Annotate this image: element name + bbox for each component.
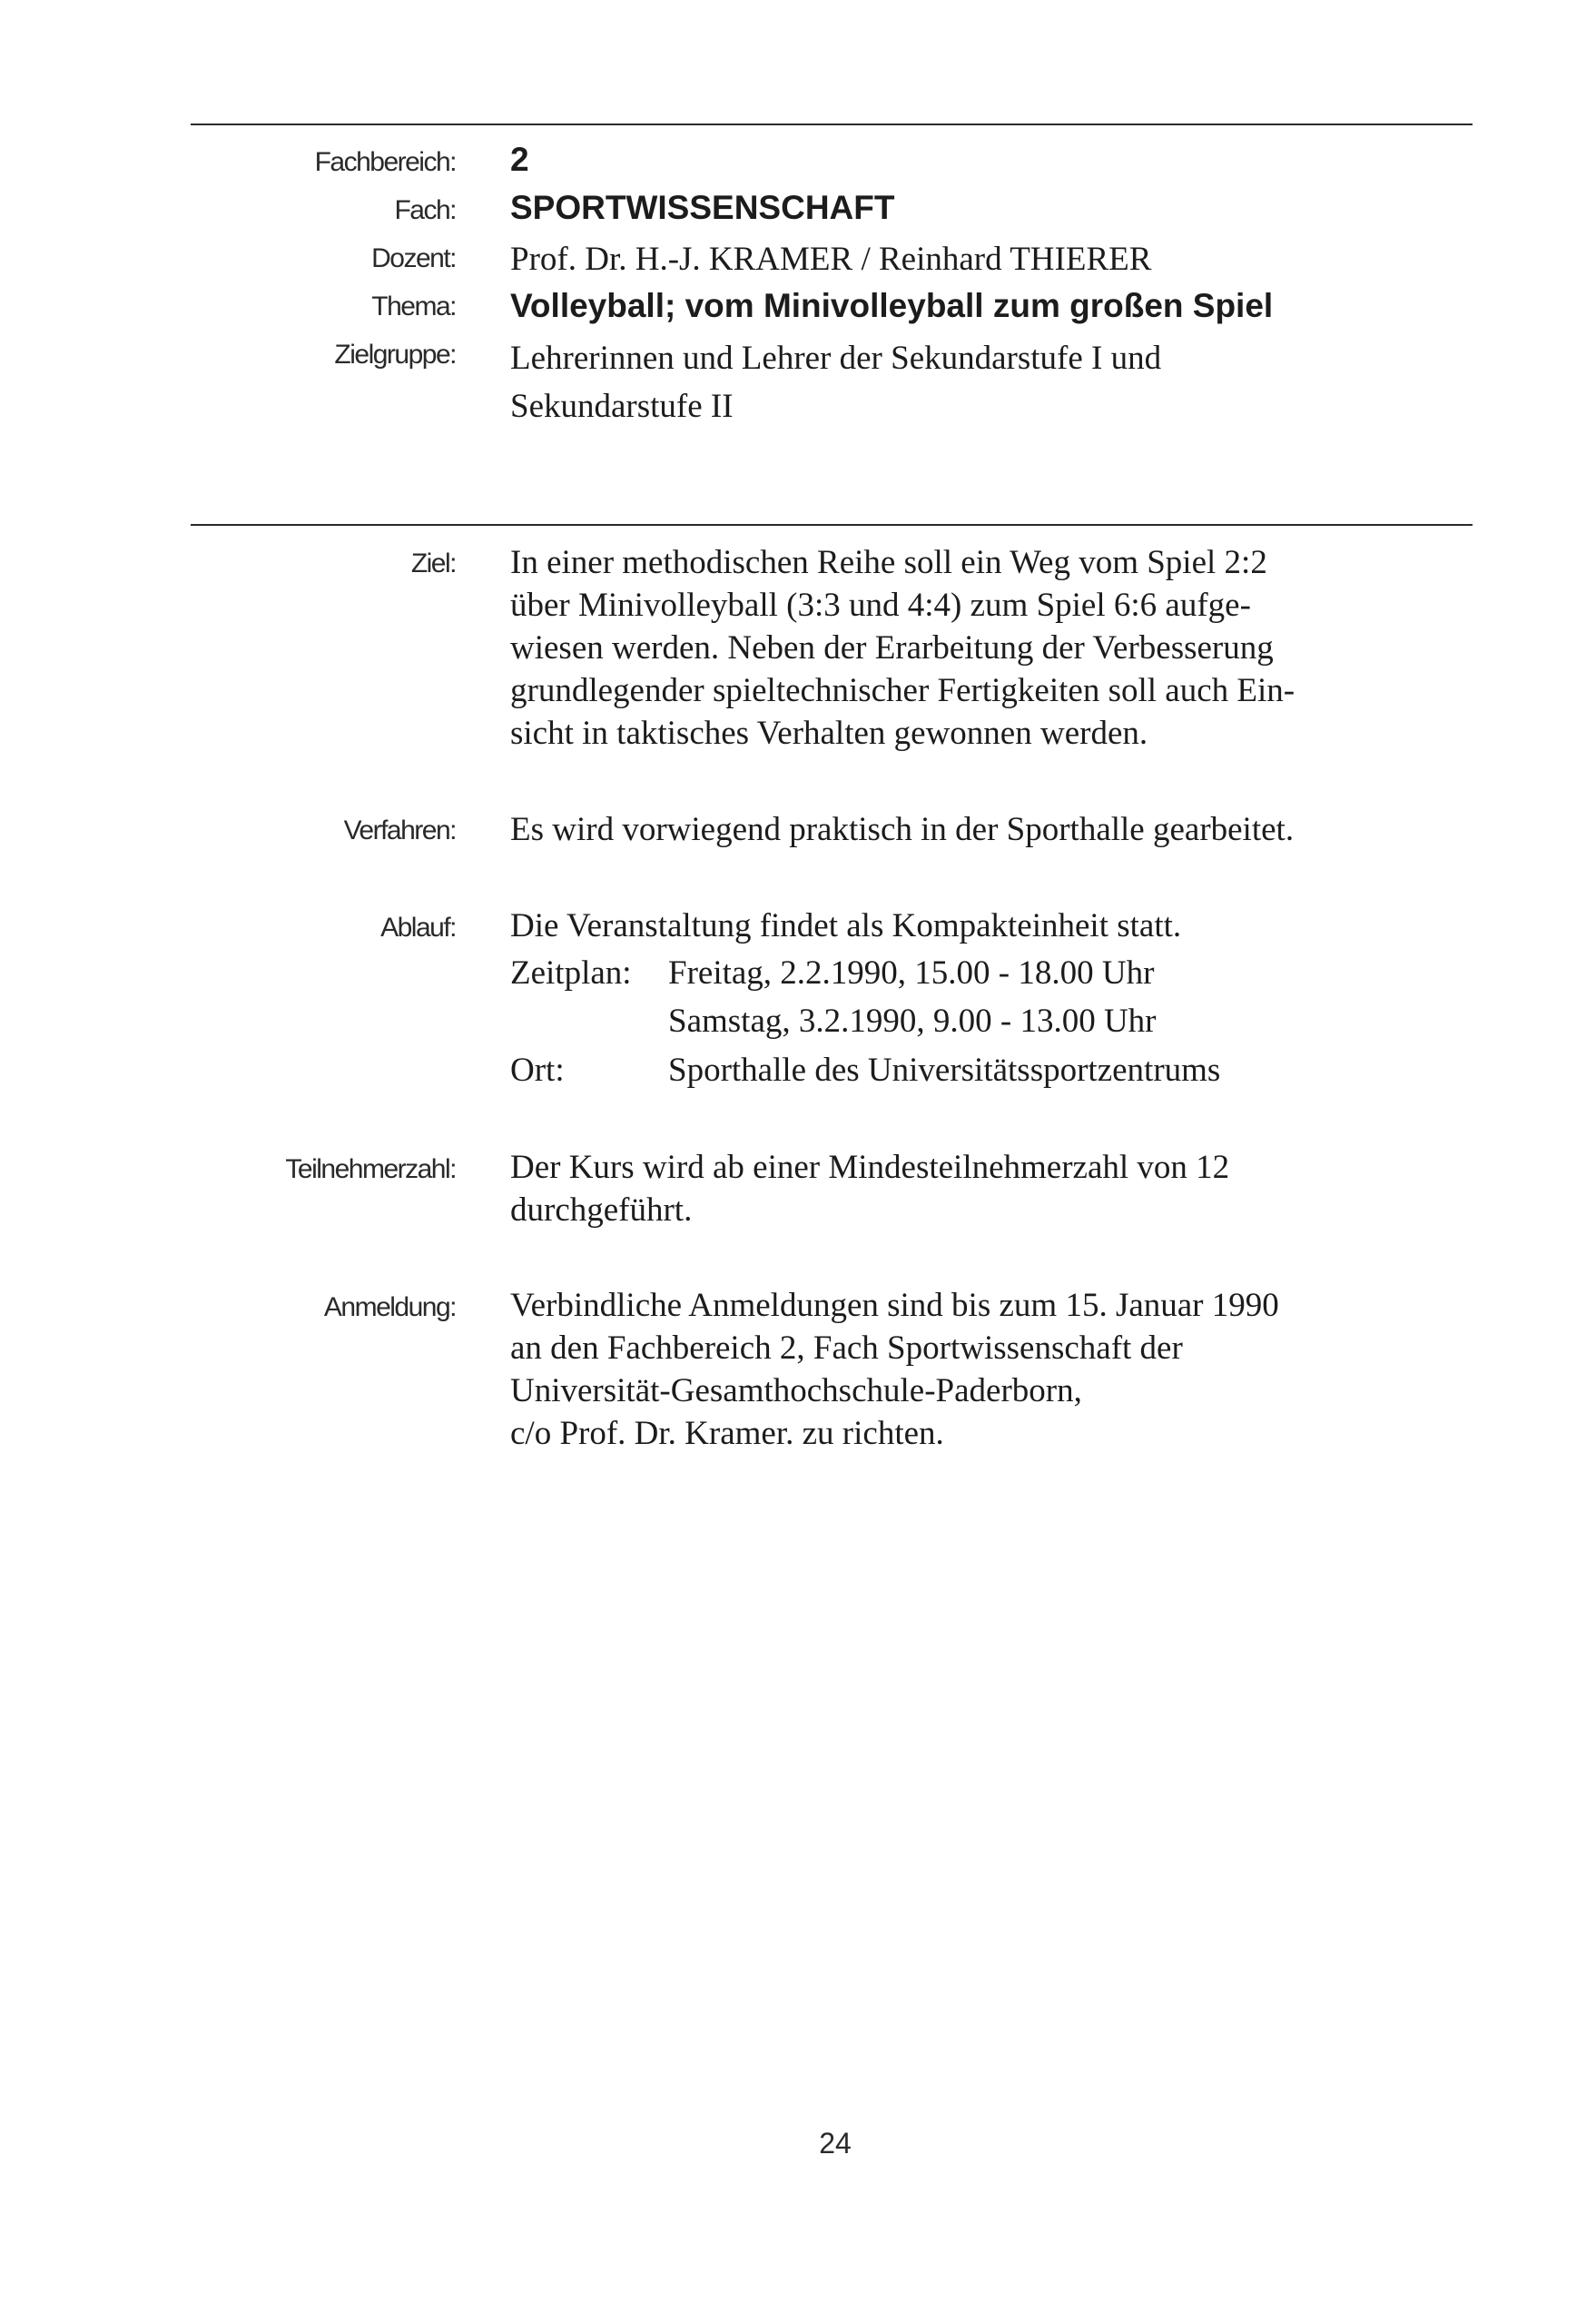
anmeldung-line: Verbindliche Anmeldungen sind bis zum 15. Januar 1990 bbox=[510, 1287, 1279, 1324]
anmeldung-line: an den Fachbereich 2, Fach Sportwissenschaft der bbox=[510, 1329, 1183, 1367]
ziel-text bbox=[510, 541, 1473, 755]
fach-value: SPORTWISSENSCHAFT bbox=[510, 189, 895, 226]
teilnehmerzahl-text bbox=[510, 1146, 1473, 1231]
thema-value: Volleyball; vom Minivolleyball zum großen Spiel bbox=[510, 287, 1274, 324]
ablauf-label: Ablauf: bbox=[380, 913, 456, 943]
ziel-label: Ziel: bbox=[410, 549, 456, 578]
ziel-line: über Minivolleyball (3:3 und 4:4) zum Spiel 6:6 aufge- bbox=[510, 587, 1251, 624]
ort-value: Sporthalle des Universitätssportzentrums bbox=[668, 1052, 1221, 1089]
anmeldung-line: c/o Prof. Dr. Kramer. zu richten. bbox=[510, 1415, 944, 1452]
top-divider bbox=[191, 124, 1473, 125]
teilnehmerzahl-line: durchgeführt. bbox=[510, 1191, 693, 1229]
anmeldung-line: Universität-Gesamthochschule-Paderborn, bbox=[510, 1372, 1082, 1409]
ablauf-intro: Die Veranstaltung findet als Kompakteinheit statt. bbox=[510, 907, 1182, 944]
zeitplan-line-1: Freitag, 2.2.1990, 15.00 - 18.00 Uhr bbox=[668, 954, 1155, 992]
fach-label: Fach: bbox=[394, 195, 456, 225]
teilnehmerzahl-label: Teilnehmerzahl: bbox=[285, 1154, 456, 1184]
section-divider bbox=[191, 524, 1473, 526]
zeitplan-label: Zeitplan: bbox=[510, 954, 632, 992]
ort-label: Ort: bbox=[510, 1052, 565, 1089]
anmeldung-label: Anmeldung: bbox=[323, 1292, 456, 1322]
zielgruppe-line: Sekundarstufe II bbox=[510, 388, 734, 425]
dozent-value: Prof. Dr. H.-J. KRAMER / Reinhard THIERER bbox=[510, 241, 1152, 278]
teilnehmerzahl-line: Der Kurs wird ab einer Mindesteilnehmerzahl von 12 bbox=[510, 1149, 1230, 1186]
zeitplan-line-2: Samstag, 3.2.1990, 9.00 - 13.00 Uhr bbox=[668, 1003, 1157, 1040]
fachbereich-value: 2 bbox=[510, 141, 529, 178]
fachbereich-label: Fachbereich: bbox=[314, 147, 456, 177]
anmeldung-text bbox=[510, 1284, 1473, 1455]
page-number: 24 bbox=[819, 2127, 852, 2160]
dozent-label: Dozent: bbox=[371, 243, 456, 273]
ziel-line: wiesen werden. Neben der Erarbeitung der Verbesserung bbox=[510, 629, 1274, 667]
verfahren-text: Es wird vorwiegend praktisch in der Sporthalle gearbeitet. bbox=[510, 811, 1295, 848]
zielgruppe-value bbox=[510, 334, 1473, 430]
ziel-line: In einer methodischen Reihe soll ein Weg vom Spiel 2:2 bbox=[510, 544, 1267, 581]
verfahren-label: Verfahren: bbox=[343, 815, 456, 845]
ziel-line: sicht in taktisches Verhalten gewonnen werden. bbox=[510, 715, 1148, 752]
thema-label: Thema: bbox=[371, 292, 456, 321]
zielgruppe-line: Lehrerinnen und Lehrer der Sekundarstufe I und bbox=[510, 340, 1162, 377]
ziel-line: grundlegender spieltechnischer Fertigkeiten soll auch Ein- bbox=[510, 672, 1296, 709]
zielgruppe-label: Zielgruppe: bbox=[334, 340, 456, 370]
